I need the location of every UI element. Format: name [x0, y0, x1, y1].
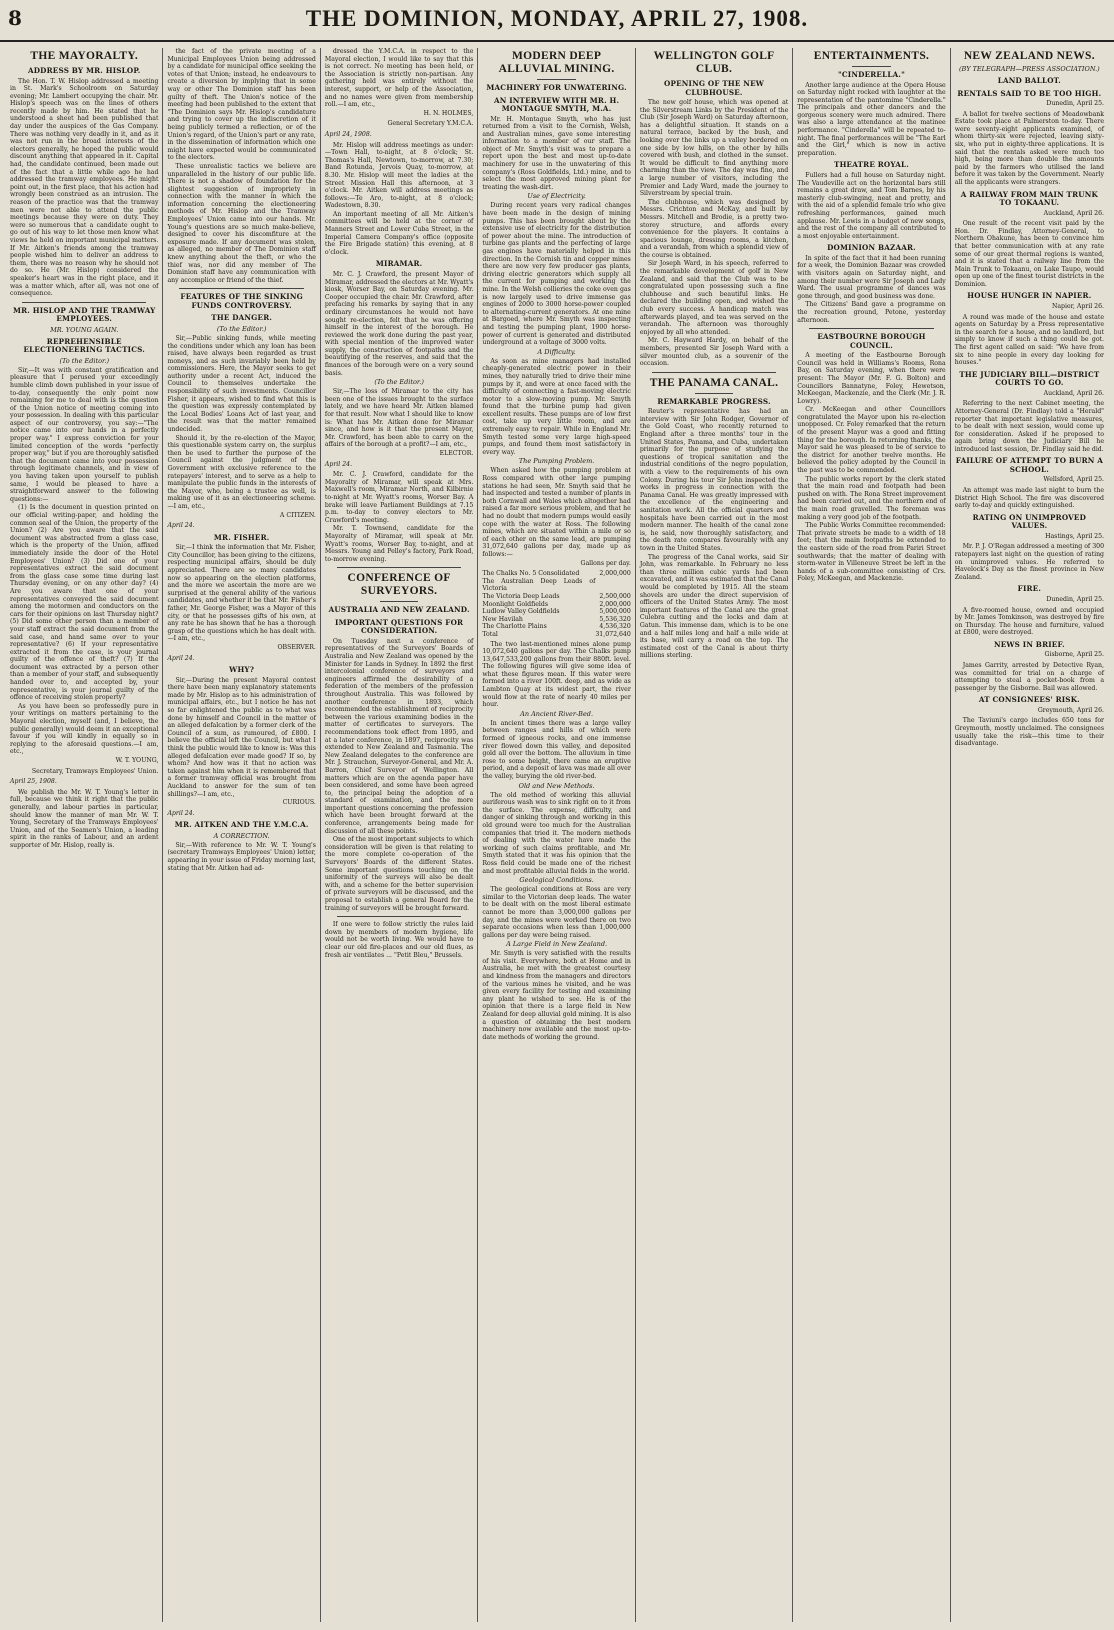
dateline: April 24.	[324, 460, 353, 468]
subheadline: FIRE.	[1017, 584, 1042, 594]
article-paragraph: These unrealistic tactics we believe are unparalleled in the history of our public life. There is not a shadow of foundation for the slightest suggestion of impropriety in connection with the manner in which the information concerning the electioneering methods of Mr. Hislop and the Tramway Employees' Union came into our hands. Mr. Young's questions are so much make-believe, designed to cover his discomfiture at the exposure made. If any document was stolen, as alleged, no member of The Dominion staff knew anything about the theft, or who the thief was, nor did any member of The Dominion staff have any communication with any accomplice or friend of the thief.	[167, 162, 316, 284]
article-paragraph: Reuter's representative has had an interview with Sir John Rodger, Governor of the Gold Coast, who recently returned to England after a three months' tour in the United States, Panama, and Cuba, undertaken primarily for the purpose of studying the questions of tropical sanitation and the industrial conditions of the negro population, with a view to the requirements of his own Colony. During his tour Sir John inspected the works in progress in connection with the Panama Canal. He was greatly impressed with the excellence of the engineering and sanitation work. All the official quarters and hospitals have been carried out in the most modern manner. The health of the canal zone is, he said, now thoroughly satisfactory, and the death rate compares favourably with any town in the United States.	[639, 408, 789, 552]
column-2	[163, 48, 320, 1622]
article-paragraph: Sir,—I think the information that Mr. Fisher, City Councillor, has been giving to the citizens, respecting municipal affairs, should be duly appreciated. There are so many candidates now so appearing on the election platforms, and the more we ascertain the more are we surprised at the general ability of the various candidates, and whether it be that Mr. Fisher's father, Mr. George Fisher, was a Mayor of this city, or that he possesses gifts of his own, at any rate he has shown that he has a thorough grasp of the questions which he has dealt with.—I am, etc.,	[167, 544, 316, 643]
subheadline: HOUSE HUNGER IN NAPIER.	[967, 291, 1092, 301]
article-paragraph: dressed the Y.M.C.A. in respect to the Mayoral election, I would like to say that this is not correct. No meeting has been held, or the Association is strictly non-partisan. Any gathering held was entirely without the interest, support, or help of the Association, and no names were given from membership roll.—I am, etc.,	[324, 48, 474, 109]
article-paragraph: On Tuesday next a conference of representatives of the Surveyors' Boards of Australia and New Zealand was opened by the Minister for Lands in Sydney. In 1892 the first intercolonial conference of surveyors and engineers affirmed the desirability of a federation of the members of the profession throughout Australia. This was followed by another conference in 1893, which recommended the establishment of reciprocity between the various examining bodies in the matter of certificates to surveyors. The recommendations took effect from 1895, and at a later conference, in 1897, reciprocity was extended to New Zealand and Tasmania. The New Zealand delegates to the conference are Mr. J. Strauchon, Surveyor-General, and Mr. A. Barron, Chief Surveyor of Wellington. All matters which are on the agenda paper have been considered, and some have been agreed to, the principal being the adoption of a standard of examination, and the more important questions concerning the profession which have been brought forward at the conference, arrangements being made for discussion of all these points.	[324, 637, 474, 835]
article-paragraph: Fullers had a full house on Saturday night. The Vaudeville act on the horizontal bars still remains a great draw, and Tom Barnes, by his masterly club-swinging, neat and pretty, and with the aid of a splendid female trio who give refreshing performances, gained much applause. Mr. Lewis in a budget of new songs, and the rest of the company all contributed to a most enjoyable entertainment.	[797, 171, 946, 240]
signature: W. T. YOUNG,	[115, 757, 159, 764]
table-row	[482, 593, 630, 601]
subheadline: NEWS IN BRIEF.	[993, 639, 1065, 649]
divider	[179, 288, 303, 289]
article-paragraph: Mr. P. J. O'Regan addressed a meeting of 300 ratepayers last night on the question of rating on unimproved values. He referred to Havelock's Day as the finest province in New Zealand.	[954, 543, 1105, 581]
dateline: April 24, 1908.	[324, 130, 372, 138]
article-paragraph: Sir,—It was with constant gratification and pleasure that I perused your exceedingly humble climb down published in your issue of to-day, consequently the only point now remaining for me to deal with is the question of the Union notice of meeting coming into your possession. In dealing with this particular aspect of our controversy, you say:—"The notice came into our hands in a perfectly proper way." I express conviction for your limited conception of the words "perfectly proper way," but if you are thoroughly satisfied that the document came into your possession through legitimate channels, and in view of you having taken upon yourself to publish same, I would be pleased to have a straightforward answer to the following questions:—	[10, 366, 159, 503]
signature-title: Secretary, Tramways Employees' Union.	[31, 767, 159, 775]
headline: MODERN DEEP ALLUVIAL MINING.	[498, 50, 615, 75]
masthead	[0, 0, 1114, 42]
table-cell: New Havilah	[482, 615, 523, 623]
table-cell: Ludlow Valley Goldfields	[482, 608, 560, 616]
table-row	[482, 578, 630, 593]
dateline: April 24.	[167, 522, 195, 530]
article-paragraph: During recent years very radical changes have been made in the design of mining pumps. This has been brought about by the extensive use of electricity for the distribution of power about the mine. The introduction of turbine gas plants and the perfecting of large gas engines have materially helped in this direction. In the Cornish tin and copper mines there are now very few producer gas plants, driving electric generators which supply all the current for pumping and working the mine. In the Welsh collieries the coke oven gas is now largely used to drive immense gas engines of 2000 to 3000 horse-power coupled to alternating-current generators. At one mine at Bargoed, where Mr. Smyth was inspecting and testing the pumping plant, 1900 horse-power of current is generated and distributed underground at a voltage of 3000 volts.	[482, 202, 631, 347]
article-paragraph: One result of the recent visit paid by the Hon. Dr. Findlay, Attorney-General, to Northern Ohakune, has been to convince him that better communication with at any rate some of our great thermal regions is wanted, and it is stated that a railway line from the Main Trunk to Tokaanu, on Lake Taupo, would open up one of the finest tourist districts in the Dominion.	[954, 220, 1105, 288]
article-paragraph: A five-roomed house, owned and occupied by Mr. James Tomkinson, was destroyed by fire on Thursday. The house and furniture, valued at £800, were destroyed.	[954, 606, 1105, 637]
table-cell: The Chalks No. 5 Consolidated	[482, 570, 580, 578]
subheadline: MR. HISLOP AND THE TRAMWAY EMPLOYEES.	[12, 305, 156, 324]
article-paragraph: Mr. Smyth is very satisfied with the results of his visit. Everywhere, both at Home and in Australia, he met with the greatest courtesy and kindness from the managers and directors of the various mines he visited, and he was given every facility for testing and examining any plant he wished to see. He is of the opinion that there is a large field in New Zealand for deep alluvial gold mining. It is also a question of obtaining the best modern machinery now available and the most up-to-date methods of working the ground.	[482, 950, 631, 1041]
subheadline: AN INTERVIEW WITH MR. H. MONTAGUE SMYTH, M.A.	[493, 95, 620, 113]
headline: CONFERENCE OF SURVEYORS.	[347, 572, 451, 598]
article-paragraph: The Public Works Committee recommended: That private streets be made to a width of 18 feet; that the main footpaths be extended to the eastern side of the road from Pariri Street southwards; that the matter of dealing with storm-water in Villeneuve Street be left in the hands of a sub-committee consisting of Crs. Foley, McKeegan, and Mackenzie.	[797, 522, 946, 583]
signature: A CITIZEN.	[279, 511, 316, 519]
section-heading: Old and New Methods.	[518, 781, 595, 790]
subheadline: FAILURE OF ATTEMPT TO BURN A SCHOOL.	[955, 456, 1104, 474]
article-paragraph: Mr. Hislop will address meetings as under:—Town Hall, to-night, at 8 o'clock; St. Thomas's Hall, Newtown, to-morrow, at 7.30; Band Rotunda, Jervois Quay, to-morrow, at 8.30. Mr. Hislop will meet the ladies at the Street Mission Hall this afternoon, at 3 o'clock. Mr. Aitken will address meetings as follows:—Te Aro, to-night, at 8 o'clock; Wadestown, 8.30.	[324, 141, 474, 210]
subheadline: DOMINION BAZAAR.	[827, 243, 916, 253]
column-6	[793, 48, 950, 1622]
divider	[380, 601, 418, 602]
column-5	[636, 48, 793, 1622]
section-heading: The Pumping Problem.	[518, 457, 595, 466]
page-number: 8	[8, 6, 22, 30]
article-paragraph: The old method of working this alluvial auriferous wash was to sink right on to it from the surface. The expense, difficulty, and danger of sinking through and working in this old ground were too much for the Australian companies that tried it. The modern methods of dealing with the water have made the working of such claims profitable, and Mr. Smyth stated that it was his opinion that the Ross field could be made one of the richest and most profitable alluvial fields in the world.	[482, 791, 631, 875]
article-paragraph: The two last-mentioned mines alone pump 10,072,640 gallons per day. The Chalks pump 13,647,533,200 gallons from their 880ft. level. The following figures will give some idea of what these figures mean. If this water were formed into a river 100ft. deep, and as wide as Lambton Quay at its widest part, the river would flow at the rate of nearly 40 miles per hour.	[482, 640, 631, 709]
article-paragraph: The geological conditions at Ross are very similar to the Victorian deep leads. The water to be dealt with on the most liberal estimate cannot be more than 3,000,000 gallons per day, and the mines were worked there on two separate occasions when less than 1,000,000 gallons per day were being raised.	[482, 886, 631, 939]
article-paragraph: The Hon. T. W. Hislop addressed a meeting in St. Mark's Schoolroom on Saturday evening; Mr. Lambert occupying the chair. Mr. Hislop's speech was on the lines of others recently made by him. He stated that he understood a sheet had been published that day under the auspices of the Gas Company. There was nothing very deadly in it, and as it was not run in the broad interests of the electors generally, he hoped the public would discount anything that appeared in it. Capital had, the candidate continued, been made out of the fact that a little while ago he had addressed the tramway employees. He might point out, in the first place, that his action had wrongly been construed as an intrusion. The reason of the practice was that the tramway men were not able to attend the public meetings because they were on duty. They were so numerous that a candidate ought to go out of his way to let those men know what views he held on important municipal matters. If Mr. Aitken's friends among the tramway people wished him to deliver an address to them, there was no reason why he should not do so. He (Mr. Hislop) considered the speaker's heart was in the right place, and it was a matter which, after all, was not one of consequence.	[10, 77, 159, 298]
column-3	[321, 48, 478, 1622]
masthead-title: THE DOMINION, MONDAY, APRIL 27, 1908.	[305, 6, 809, 31]
article-paragraph: Sir,—During the present Mayoral contest there have been many explanatory statements made by Mr. Hislop as to his administration of municipal affairs, etc., but I notice he has not so far enlightened the public as to what was done by himself and Council in the matter of an alleged defalcation by a former clerk of the Council of a sum, as rumoured, of £800. I believe the official left the Council, but what I think the public would like to know is: Was this alleged defalcation ever made good? If so, by whom? And how was it that no action was taken against him when it is remembered that a former tramway official was brought from Auckland to answer for the sum of ten shillings?—I am, etc.,	[167, 676, 316, 798]
article-paragraph: An important meeting of all Mr. Aitken's committees will be held at the corner of Manners Street and Lower Cuba Street, in the Imperial Camera Company's office (opposite the Fire Brigade station) this evening, at 8 o'clock.	[324, 210, 474, 256]
table-cell: 5,000,000	[599, 608, 631, 616]
divider	[537, 79, 575, 80]
signature: CURIOUS.	[282, 799, 316, 807]
subheadline: AT CONSIGNEES' RISK.	[978, 695, 1080, 705]
article-paragraph: Cr. McKeegan and other Councillors congratulated the Mayor upon his re-election unopposed. Cr. Foley remarked that the return of the present Mayor was a good and fitting thing for the borough. In returning thanks, the Mayor said he was pleased to be of service to the district for another twelve months. He believed the policy adopted by the Council in the past was to be commended.	[797, 406, 946, 475]
dateline: Wellsford, April 25.	[1043, 476, 1105, 484]
subheadline: EASTBOURNE BOROUGH COUNCIL.	[817, 332, 926, 350]
article-paragraph: Another large audience at the Opera House on Saturday night rocked with laughter at the representation of the pantomime "Cinderella." The principals and other dancers and the gorgeous scenery were much admired. There was also a large attendance at the matinee performance. "Cinderella" will be repeated to-night. The final performances will be "The Earl and the Girl," which is now in active preparation.	[797, 81, 946, 157]
section-heading: A Large Field in New Zealand.	[506, 940, 608, 949]
table-cell: The Australian Deep Leads of Victoria	[482, 577, 596, 593]
subheadline: MR. AITKEN AND THE Y.M.C.A.	[174, 820, 309, 830]
signature: OBSERVER.	[277, 643, 316, 651]
divider	[852, 66, 890, 67]
dateline: Auckland, April 26.	[1043, 389, 1105, 397]
subheadline: AUSTRALIA AND NEW ZEALAND.	[328, 605, 470, 615]
article-paragraph: Sir,—With reference to Mr. W. T. Young's (secretary Tramways Employees' Union) letter, appearing in your issue of Friday morning last, stating that Mr. Aitken had ad-	[167, 841, 316, 872]
article-paragraph: the fact of the private meeting of a Municipal Employees Union being addressed by a candidate for municipal office seeking the votes of that Union; instead, he endeavours to create a diversion by implying that in some way or other The Dominion staff has been guilty of theft. The Union's notice of the meeting had been published to the extent that "The Dominion says Mr. Hislop's candidature and trying to cover up the indiscretion of it being publicly termed a reflection, or of the Union's regard, of the Union's part or any rate, in the dissemination of information which one might have expected would be communicated to the electors.	[167, 48, 316, 162]
divider	[809, 328, 933, 329]
article-paragraph: Mr. C. J. Crawford, candidate for the Mayoralty of Miramar, will speak at Mrs. Maxwell's room, Miramar North, and Kilbirnie to-night at Mr. Wyatt's rooms, Worser Bay. A brake will leave Parliament Buildings at 7.15 p.m. to-day to convey electors to Mr. Crawford's meeting.	[324, 471, 474, 524]
subheadline: REMARKABLE PROGRESS.	[657, 396, 771, 406]
table-cell: 5,536,320	[599, 615, 631, 623]
table-cell	[595, 578, 630, 593]
subheadline: MIRAMAR.	[375, 259, 423, 269]
article-paragraph: Mr. T. Townsend, candidate for the Mayoralty of Miramar, will speak at Mr. Wyatt's rooms, Worser Bay, to-night, and at Messrs. Young and Pelley's factory, Park Road, to-morrow evening.	[324, 525, 474, 563]
table-row	[482, 601, 630, 609]
subheadline: RATING ON UNIMPROVED VALUES.	[972, 512, 1087, 531]
headline: THE PANAMA CANAL.	[649, 376, 779, 389]
article-paragraph: Mr. C. J. Crawford, the present Mayor of Miramar, addressed the electors at Mr. Wyatt's kiosk, Worser Bay, on Saturday evening. Mr. Cooper occupied the chair. Mr. Crawford, after prefacing his remarks by saying that in any ordinary circumstances he would not have sought re-election, felt that he was offering himself in the interest of the borough. He reviewed the work done during the past year, with special mention of the improved water supply, the construction of footpaths and the beautifying of the reserves, and said that the finances of the borough were on a very sound basis.	[324, 270, 474, 377]
table-row	[482, 608, 630, 616]
article-paragraph: The clubhouse, which was designed by Messrs. Crichton and McKay, and built by Messrs. Mitchell and Brodie, is a pretty two-storey structure, and affords every convenience for the players. It contains a spacious lounge, dressing rooms, a kitchen, and a verandah, from which a splendid view of the course is obtained.	[639, 198, 789, 259]
table-row	[482, 623, 630, 631]
article-paragraph: (1) Is the document in question printed on our official writing-paper, and holding the common seal of the Union, the property of the Union? (2) Are you aware that the said document was abstracted from a glass case, which is the property of the Union, affixed immediately inside the door of the Hotel Employees' Union? (3) Did one of your representatives extract the said document from the glass case some time during last Thursday evening, or on any other day? (4) Are you aware that one of your representatives conveyed the said document among the motormen and conductors on the cars for their opinions on last Thursday night? (5) Did some other person than a member of your staff extract the said document from the said case, and hand same over to your representative? (6) If your representative extracted it from the case, is your journal guilty of the offence of theft? (7) If the document was extracted by a person other than a member of your staff, and subsequently handed over to, and accepted by, your representative, is your journal guilty of the offence of receiving stolen property?	[10, 504, 159, 702]
section-heading: A Difficulty.	[537, 347, 576, 356]
article-paragraph: Sir,—Public sinking funds, while meeting the conditions under which any loan has been raised, have always been regarded as trust moneys, and as such invariably been held by commissioners. Here, the Mayor seeks to get authority under a recent Act, induced the Council to themselves undertake the responsibility of such investments. Councillor Fisher, it appears, wished to find what this is the question was expressly contemplated by the Local Bodies' Loans Act of last year, and the result was that the matter remained undecided.	[167, 334, 316, 434]
headline: NEW ZEALAND NEWS.	[963, 50, 1095, 62]
headline: WELLINGTON GOLF CLUB.	[653, 50, 775, 75]
section-heading: Geological Conditions.	[519, 876, 594, 885]
subheadline: THE JUDICIARY BILL—DISTRICT COURTS TO GO.	[959, 369, 1100, 388]
article-paragraph: As you have been so professedly pure in your writings on matters pertaining to the Mayoral election, myself (and, I believe, the public generally) would deem it an exceptional favour if you will kindly in equally so in replying to the aforesaid questions.—I am, etc.,	[10, 702, 159, 756]
column-7	[951, 48, 1108, 1622]
dateline: April 24.	[167, 809, 195, 817]
article-paragraph: James Garrity, arrested by Detective Ryan, was committed for trial on a charge of attempting to steal a pocket-book from a passenger by the Gisborne. Bail was allowed.	[954, 661, 1105, 692]
subheadline: REPREHENSIBLE ELECTIONEERING TACTICS.	[23, 336, 145, 355]
table-cell: Moonlight Goldfields	[482, 600, 548, 608]
section-heading: An Ancient River-Bed.	[520, 709, 594, 718]
subheadline: LAND BALLOT.	[997, 76, 1061, 85]
table-row	[482, 570, 630, 578]
subheadline: THEATRE ROYAL.	[834, 160, 909, 170]
table-row	[482, 616, 630, 624]
article-paragraph: Referring to the next Cabinet meeting, the Attorney-General (Dr. Findlay) told a "Herald" reporter that important legislative measures, to be dealt with next session, would come up for consideration. Asked if he proposed to again bring down the Judiciary Bill he introduced last session, Dr. Findlay said he did.	[954, 400, 1105, 453]
signature: ELECTOR.	[439, 450, 474, 457]
signature-title: General Secretary Y.M.C.A.	[387, 120, 474, 128]
divider	[22, 302, 146, 303]
subheadline: WHY?	[229, 665, 255, 675]
divider	[695, 393, 733, 394]
table-cell: The Charlotte Plains	[482, 623, 547, 631]
subheadline: MACHINERY FOR UNWATERING.	[486, 83, 627, 92]
article-paragraph: A ballot for twelve sections of Meadowbank Estate took place at Palmerston to-day. There were seventy-eight applicants examined, of whom thirty-six were rejected, leaving sixty-six, who put in eighty-three applications. It is said that the rentals asked were much too high, being more than double the amounts paid by the farmers who utilised the land before it was taken by the Government. Nearly all the applicants were strangers.	[954, 110, 1105, 186]
divider	[337, 916, 461, 917]
subheadline: ADDRESS BY MR. HISLOP.	[27, 66, 141, 75]
subheadline: A RAILWAY FROM MAIN TRUNK TO TOKAANU.	[960, 189, 1098, 208]
article-paragraph: The Taviuni's cargo includes 650 tons for Greymouth, mostly unclaimed. The consignees usually take the risk—this time to their disadvantage.	[954, 717, 1105, 748]
headline: ENTERTAINMENTS.	[813, 50, 930, 62]
signature: H. N. HOLMES,	[423, 109, 474, 117]
article-paragraph: Mr. H. Montague Smyth, who has just returned from a visit to the Cornish, Welsh, and Australian mines, gave some interesting information to a member of our staff. The object of Mr. Smyth's visit was to prepare a report upon the best and most up-to-date machinery for use in the unwatering of this company's (Ross Goldfields, Ltd.) mine, and to select the most approved mining plant for treating the wash-dirt.	[482, 115, 631, 191]
article-paragraph: The Citizens' Band gave a programme on the recreation ground, Petone, yesterday afternoon.	[797, 301, 946, 324]
article-paragraph: The public works report by the clerk stated that the main road and footpath had been pushed on with. The Rona Street improvement had been carried out, and the northern end of the main road gravelled. The foreman was making a very good job of the footpath.	[797, 475, 946, 521]
subheadline: OPENING OF THE NEW CLUBHOUSE.	[664, 79, 765, 97]
subheadline: MR. FISHER.	[213, 532, 270, 542]
article-paragraph: Sir Joseph Ward, in his speech, referred to the remarkable development of golf in New Zealand, and said that the Club was to be congratulated upon possessing such a fine clubhouse and such beautiful links. He declared the building open, and wished the club every success. A handicap match was afterwards played, and tea was served on the verandah. The afternoon was thoroughly enjoyed by all who attended.	[639, 260, 789, 336]
divider	[337, 567, 461, 568]
article-paragraph: Should it, by the re-election of the Mayor, this questionable system carry on, the surplus then be used to further the purpose of the Council against the judgment of the Government with exclusive reference to the ratepayers' interest, and to serve as a help to manipulate the public funds in the interests of the Mayor, who, being a trustee as well, is making use of it as an electioneering scheme.—I am, etc.,	[167, 434, 316, 510]
dateline: Dunedin, April 25.	[1046, 595, 1105, 603]
article-paragraph: Mr. C. Hayward Hardy, on behalf of the members, presented Sir Joseph Ward with a silver mounted club, as a souvenir of the occasion.	[639, 337, 789, 368]
article-paragraph: In ancient times there was a large valley between ranges and hills of which were formed of igneous rocks, and one immense river flowed down this valley, and deposited gold all over the bottom. The alluvium in time rose to some height, there came an eruptive period, and a deposit of lava was made all over the valley, burying the old river-bed.	[482, 719, 631, 780]
divider	[652, 372, 776, 373]
kicker: (To the Editor.)	[374, 378, 424, 387]
table-cell: 2,000,000	[599, 600, 631, 608]
dateline: Gisborne, April 25.	[1044, 651, 1105, 659]
subheadline: THE DANGER.	[211, 313, 273, 323]
kicker: (BY TELEGRAPH—PRESS ASSOCIATION.)	[959, 65, 1100, 73]
column-1	[6, 48, 163, 1622]
article-paragraph: If one were to follow strictly the rules laid down by members of modern hygiene, life would not be worth living. We would have to clear our old fire-places and our old flues, as fresh air ventilates ... "Petit Bleu," Brussels.	[324, 921, 474, 959]
article-paragraph: The progress of the Canal works, said Sir John, was remarkable. In February no less than three million cubic yards had been excavated, and it was estimated that the Canal would be completed by 1915. All the steam shovels are under the direct supervision of officers of the United States Army. The most important features of the Canal are the great Culebra cutting and the locks and dam at Gatun. This immense dam, which is to be one and a half miles long and half a mile wide at its base, will carry a road on the top. The estimated cost of the Canal is about thirty millions sterling.	[639, 553, 789, 660]
article-paragraph: As soon as mine managers had installed cheaply-generated electric power in their mines, they naturally tried to drive their mine pumps by it, and were at once faced with the difficulty of connecting a fast-moving electric motor to a slow-moving pump. Mr. Smyth found that the turbine pump had given excellent results. These pumps are of low first cost, take up very little room, and are extremely easy to repair. While in England Mr. Smyth tested some very large high-speed pumps, and found them most satisfactory in every way.	[482, 357, 631, 456]
columns	[6, 48, 1108, 1622]
subheadline: "CINDERELLA."	[837, 70, 906, 79]
section-heading: Use of Electricity.	[527, 192, 586, 201]
article-paragraph: Sir,—The loss of Miramar to the city has been one of the issues brought to the surface lately, and we have heard Mr. Aitken blamed for that result. Now what I should like to know is: What has Mr. Aitken done for Miramar since, and how is it that the present Mayor, Mr. Crawford, has been able to carry on the affairs of the borough at a profit?—I am, etc.,	[324, 388, 474, 449]
kicker: MR. YOUNG AGAIN.	[50, 325, 119, 334]
article-paragraph: We publish the Mr. W. T. Young's letter in full, because we think it right that the public generally, and labour parties in particular, should know the manner of man Mr. W. T. Young, Secretary of the Tramways Employees' Union, and of the Seamen's Union, a leading spirit in the ranks of Labour, and an ardent supporter of Mr. Hislop, really is.	[10, 788, 159, 849]
subheadline: IMPORTANT QUESTIONS FOR CONSIDERATION.	[335, 617, 464, 636]
table-cell: 4,536,320	[599, 623, 631, 631]
table-cell: 2,500,000	[599, 592, 631, 600]
dateline: Hastings, April 25.	[1045, 532, 1105, 540]
article-paragraph: One of the most important subjects to which consideration will be given is that relating to the more complete co-operation of the Surveyors' Boards of the different States. Some important questions touching on the uniformity of the surveys will also be dealt with, and a scheme for the better supervision of private surveyors will be discussed, and the proposal to establish a general Board for the training of surveyors will be brought forward.	[324, 836, 474, 912]
article-paragraph: A meeting of the Eastbourne Borough Council was held in Williams's Rooms, Rona Bay, on Saturday evening, when there were present: The Mayor (Mr. F. G. Bolton) and Councillors Bannatyne, Foley, Hewetson, McKeegan, Mackenzie, and the Clerk (Mr. J. R. Lowry).	[797, 352, 946, 405]
subheadline: FEATURES OF THE SINKING FUNDS CONTROVERSY.	[180, 292, 303, 310]
table-total-row	[482, 631, 630, 639]
kicker: A CORRECTION.	[213, 831, 270, 840]
headline: THE MAYORALTY.	[30, 50, 139, 62]
dateline: April 24.	[167, 654, 195, 662]
table-cell: Total	[482, 630, 498, 638]
subheadline: RENTALS SAID TO BE TOO HIGH.	[957, 88, 1102, 98]
table-cell: The Victoria Deep Leads	[482, 592, 560, 600]
column-4	[478, 48, 635, 1622]
dateline: Dunedin, April 25.	[1046, 100, 1105, 107]
dateline: Napier, April 26.	[1051, 302, 1105, 310]
article-paragraph: An attempt was made last night to burn the District High School. The fire was discovered early to-day and quickly extinguished.	[954, 487, 1105, 510]
kicker: (To the Editor.)	[216, 324, 267, 333]
article-paragraph: In spite of the fact that it had been running for a week, the Dominion Bazaar was crowded with visitors again on Saturday night, and among their number were Sir Joseph and Lady Ward. The usual programme of dances was gone through, and good business was done.	[797, 254, 946, 300]
article-paragraph: The new golf house, which was opened at the Silverstream Links by the President of the Club (Sir Joseph Ward) on Saturday afternoon, has a delightful situation. It stands on a natural terrace, backed by the bush, and looking over the links up a valley bordered on one side by low hills, on the other by hills covered with bush, and clothed in the sunset. It would be difficult to find anything more charming than the view. The day was fine, and a large number of visitors, including the Premier and Lady Ward, made the journey to Silverstream by special train.	[639, 99, 789, 198]
table-cell: 2,000,000	[599, 570, 631, 578]
dateline: Greymouth, April 26.	[1037, 706, 1105, 714]
dateline: April 25, 1908.	[10, 778, 57, 786]
table-header: Gallons per day.	[580, 559, 631, 567]
pumping-table	[482, 570, 630, 638]
dateline: Auckland, April 26.	[1043, 209, 1105, 217]
article-paragraph: When asked how the pumping problem at Ross compared with other large pumping stations he had seen, Mr. Smyth said that he had inspected and tested a number of plants in both Cornwall and Wales which altogether had raised a far more serious problem, and that he had no doubt that modern pumps would easily cope with the water at Ross. The following mines, which are situated within a mile or so of each other on the same lead, are pumping 31,072,640 gallons per day, made up as follows:—	[482, 467, 631, 558]
table-cell: 31,072,640	[595, 630, 631, 638]
article-paragraph: A round was made of the house and estate agents on Saturday by a Press representative in the search for a house, and no landlord, but simply to know if such a thing could be got. The first agent called on said: "We have from six to nine people in every day looking for houses."	[954, 313, 1105, 367]
kicker: (To the Editor.)	[59, 356, 109, 365]
